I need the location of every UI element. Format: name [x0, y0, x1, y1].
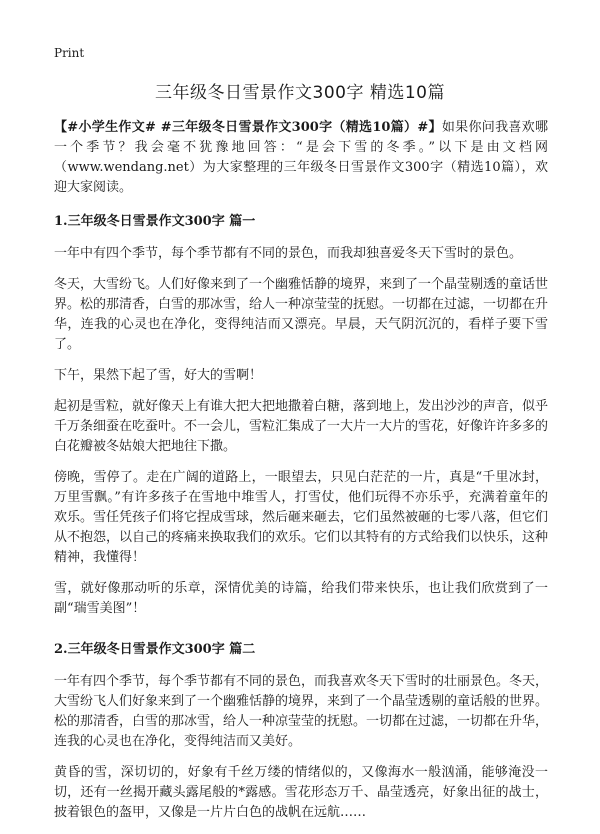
- intro-tags: 【#小学生作文# #三年级冬日雪景作文300字（精选10篇）#】: [54, 120, 442, 135]
- section-gap: [54, 630, 548, 636]
- paragraph: 雪，就好像那动听的乐章，深情优美的诗篇，给我们带来快乐，也让我们欣赏到了一副“瑞雪美图”！: [54, 581, 548, 616]
- print-label[interactable]: Print: [54, 46, 85, 60]
- intro-text: 如果你问我喜欢哪一个季节？我会毫不犹豫地回答：“是会下雪的冬季。”以下是由文档网（www.wendang.net）为大家整理的三年级冬日雪景作文300字（精选10篇），欢迎大家阅读。: [54, 120, 548, 195]
- paragraph: 一年中有四个季节，每个季节都有不同的景色，而我却独喜爱冬天下雪时的景色。: [54, 246, 523, 261]
- document-title: 三年级冬日雪景作文300字 精选10篇: [155, 83, 445, 103]
- intro-paragraph: [54, 118, 548, 198]
- paragraph: 下午，果然下起了雪，好大的雪啊！: [54, 368, 263, 383]
- section-heading-2: 2.三年级冬日雪景作文300字 篇二: [54, 642, 256, 657]
- paragraph: 一年有四个季节，每个季节都有不同的景色，而我喜欢冬天下雪时的壮丽景色。冬天，大雪纷飞人们好象来到了一个幽雅恬静的境界，来到了一个晶莹透剔的童话般的世界。松的那清香，白雪的那冰雪，给人一种凉莹莹的抚慰。一切都在过滤，一切都在升华，连我的心灵也在净化，变得纯洁而又美好。: [54, 674, 549, 749]
- section-heading-1: 1.三年级冬日雪景作文300字 篇一: [54, 214, 256, 229]
- document-body: [54, 118, 548, 834]
- paragraph: 冬天，大雪纷飞。人们好像来到了一个幽雅恬静的境界，来到了一个晶莹剔透的童话世界。松的那清香，白雪的那冰雪，给人一种凉莹莹的抚慰。一切都在过滤，一切都在升华，连我的心灵也在净化，变得纯洁而又漂亮。早晨，天气阴沉沉的，看样子要下雪了。: [54, 277, 549, 352]
- paragraph: 起初是雪粒，就好像天上有谁大把大把地撒着白糖，落到地上，发出沙沙的声音，似乎千万条细蚕在吃蚕叶。不一会儿，雪粒汇集成了一大片一大片的雪花，好像许许多多的白花瓣被冬姑娘大把地往下撒。: [54, 399, 549, 454]
- paragraph: 黄昏的雪，深切切的，好象有千丝万缕的情绪似的，又像海水一般汹涌，能够淹没一切，还有一丝揭开藏头露尾般的*露感。雪花形态万千、晶莹透亮，好象出征的战士，披着银色的盔甲，又像是一片片白色的战帆在远航……: [54, 765, 548, 820]
- paragraph: 傍晚，雪停了。走在广阔的道路上，一眼望去，只见白茫茫的一片，真是“千里冰封，万里雪飘。”有许多孩子在雪地中堆雪人，打雪仗，他们玩得不亦乐乎，充满着童年的欢乐。雪任凭孩子们将它捏成雪球，然后砸来砸去，它们虽然被砸的七零八落，但它们从不抱怨，以自己的疼痛来换取我们的欢乐。它们以其特有的方式给我们以快乐，这种精神，我懂得！: [54, 470, 549, 565]
